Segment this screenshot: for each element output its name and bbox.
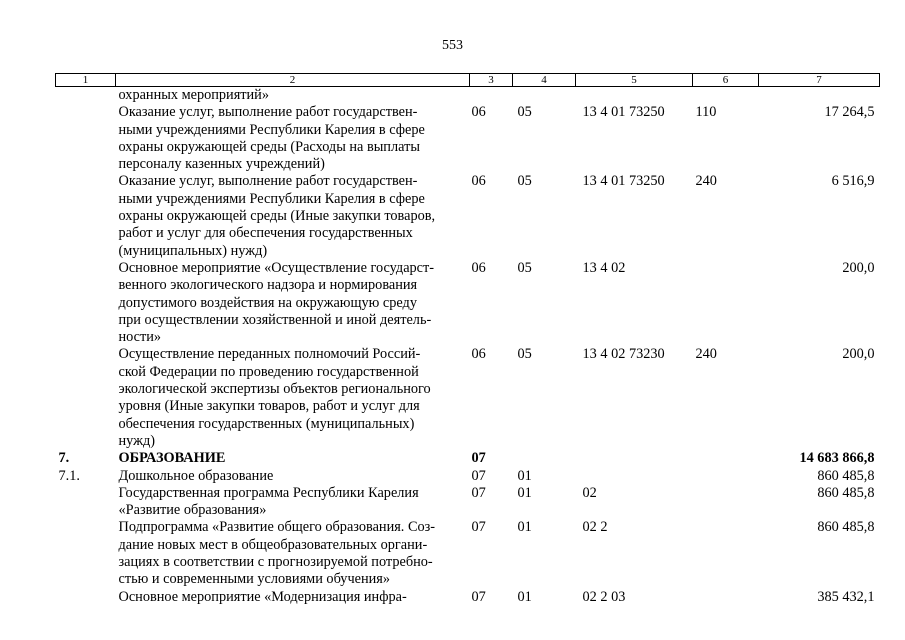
row-name	[116, 450, 470, 467]
page-number: 553	[442, 38, 463, 53]
row-name	[116, 468, 470, 485]
column-header-2: 2	[116, 74, 470, 87]
row-expense-code: 240	[695, 173, 717, 190]
row-subsection-code: 01	[517, 588, 532, 605]
row-name-text: Основное мероприятие «Модернизация инфра-	[118, 588, 407, 605]
row-number	[56, 87, 116, 105]
row-amount: 200,0	[842, 346, 875, 363]
table-row	[56, 485, 880, 520]
column-header-7: 7	[759, 74, 880, 87]
row-expense-code	[693, 589, 759, 606]
row-name-text: ОБРАЗОВАНИЕ	[118, 450, 226, 467]
row-subsection-code: 05	[517, 104, 532, 121]
column-header-row	[56, 74, 880, 87]
row-name	[116, 589, 470, 606]
row-name-text: Осуществление переданных полномочий Россий- ской Федерации по проведению государственной экологической экспертизы объектов регионального уровня (Иные закупки товаров, работ и услуг для обеспечения государственных (муниципальных) нужд)	[118, 346, 431, 449]
row-subsection-code: 05	[517, 259, 532, 276]
row-name	[116, 87, 470, 105]
row-amount: 200,0	[842, 259, 875, 276]
table-row	[56, 589, 880, 606]
row-expense-code: 240	[695, 346, 717, 363]
row-amount: 14 683 866,8	[799, 450, 875, 467]
column-header-5: 5	[576, 74, 693, 87]
table-row	[56, 87, 880, 105]
row-name-text: охранных мероприятий»	[118, 87, 269, 103]
column-header-6: 6	[693, 74, 759, 87]
row-number: 7.1.	[58, 467, 80, 484]
row-amount: 860 485,8	[817, 467, 875, 484]
row-target-code	[576, 468, 693, 485]
row-expense-code	[693, 468, 759, 485]
row-number	[56, 104, 116, 173]
row-name	[116, 346, 470, 450]
row-subsection-code: 05	[517, 346, 532, 363]
row-target-code: 13 4 02	[582, 259, 626, 276]
row-number	[56, 519, 116, 588]
row-section-code: 06	[471, 104, 486, 121]
column-header-3: 3	[470, 74, 513, 87]
row-section-code: 06	[471, 173, 486, 190]
table-row	[56, 519, 880, 588]
row-target-code: 02	[582, 484, 597, 501]
row-target-code	[576, 450, 693, 467]
table-row	[56, 104, 880, 173]
row-name	[116, 173, 470, 259]
row-amount	[759, 87, 880, 105]
row-target-code: 02 2 03	[582, 588, 626, 605]
row-name-text: Государственная программа Республики Карелия «Развитие образования»	[118, 484, 419, 519]
row-subsection-code: 05	[517, 173, 532, 190]
row-name-text: Оказание услуг, выполнение работ государствен- ными учреждениями Республики Карелия в сфере охраны окружающей среды (Иные закупки товаров, работ и услуг для обеспечения государственных (муниципальных) нужд)	[118, 173, 436, 259]
row-section-code: 07	[471, 450, 486, 467]
row-subsection-code: 01	[517, 484, 532, 501]
row-target-code: 02 2	[582, 519, 608, 536]
row-target-code: 13 4 02 73230	[582, 346, 665, 363]
row-target-code	[576, 87, 693, 105]
row-amount: 860 485,8	[817, 484, 875, 501]
row-subsection-code	[513, 450, 576, 467]
row-number	[56, 260, 116, 346]
row-name-text: Основное мероприятие «Осуществление государст- венного экологического надзора и нормирования допустимого воздействия на окружающую среду при осуществлении хозяйственной и иной деятель- ности»	[118, 259, 435, 346]
row-target-code: 13 4 01 73250	[582, 173, 665, 190]
row-section-code: 06	[471, 259, 486, 276]
row-number	[56, 485, 116, 520]
row-name-text: Дошкольное образование	[118, 467, 274, 484]
table-row	[56, 173, 880, 259]
row-number: 7.	[58, 450, 70, 467]
row-target-code: 13 4 01 73250	[582, 104, 665, 121]
row-amount: 17 264,5	[824, 104, 875, 121]
table-row	[56, 450, 880, 467]
row-expense-code	[693, 485, 759, 520]
row-expense-code	[693, 519, 759, 588]
table-row	[56, 468, 880, 485]
row-section-code	[470, 87, 513, 105]
row-number	[56, 346, 116, 450]
row-section-code: 07	[471, 484, 486, 501]
row-amount: 6 516,9	[831, 173, 875, 190]
row-name-text: Оказание услуг, выполнение работ государствен- ными учреждениями Республики Карелия в сфере охраны окружающей среды (Расходы на выплаты персоналу казенных учреждений)	[118, 104, 425, 173]
row-name	[116, 519, 470, 588]
row-name-text: Подпрограмма «Развитие общего образования. Соз- дание новых мест в общеобразовательных органи- зациях в соответствии с прогнозируемой потребно- стью и современными условиями обучения»	[118, 519, 436, 588]
row-name	[116, 260, 470, 346]
row-subsection-code	[513, 87, 576, 105]
row-subsection-code: 01	[517, 519, 532, 536]
row-amount: 385 432,1	[817, 588, 875, 605]
row-section-code: 07	[471, 588, 486, 605]
column-header-1: 1	[56, 74, 116, 87]
row-name	[116, 104, 470, 173]
row-expense-code: 110	[695, 104, 717, 121]
row-expense-code	[693, 260, 759, 346]
row-number	[56, 589, 116, 606]
row-section-code: 07	[471, 467, 486, 484]
row-number	[56, 173, 116, 259]
row-subsection-code: 01	[517, 467, 532, 484]
row-section-code: 06	[471, 346, 486, 363]
row-amount: 860 485,8	[817, 519, 875, 536]
row-expense-code	[693, 450, 759, 467]
table-row	[56, 260, 880, 346]
table-row	[56, 346, 880, 450]
budget-table	[55, 73, 880, 606]
column-header-4: 4	[513, 74, 576, 87]
row-name	[116, 485, 470, 520]
row-section-code: 07	[471, 519, 486, 536]
row-expense-code	[693, 87, 759, 105]
